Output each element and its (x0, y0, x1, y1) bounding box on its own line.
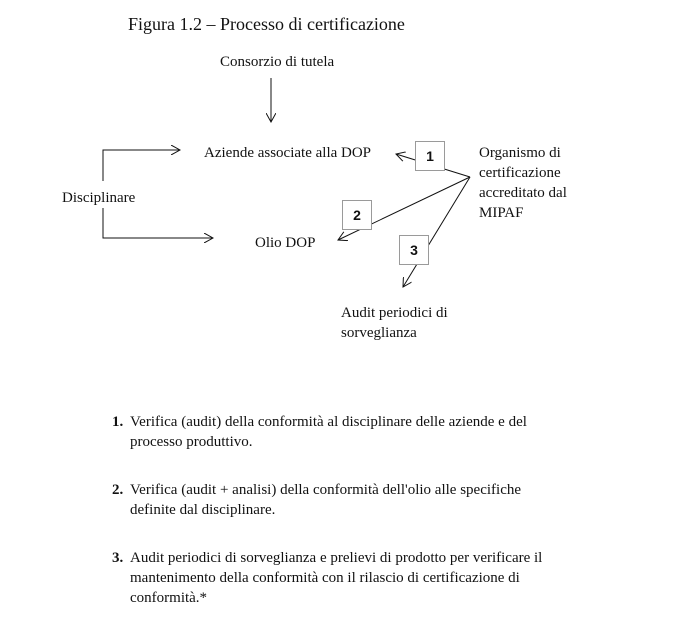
figure-title: Figura 1.2 – Processo di certificazione (128, 14, 405, 34)
node-disciplinare: Disciplinare (62, 190, 136, 206)
legend-number: 1. (112, 414, 124, 430)
legend-text: Verifica (audit) della conformità al disciplinare delle aziende e del processo produttivo. (130, 414, 527, 450)
legend-text: Audit periodici di sorveglianza e prelievi di prodotto per verificare il mantenimento della conformità con il rilascio di certificazione di conformità.* (130, 550, 543, 606)
legend-item (112, 480, 550, 520)
step-box-3: 3 (399, 235, 429, 265)
legend-number: 2. (112, 482, 124, 498)
legend-list (112, 412, 550, 636)
legend-item (112, 412, 550, 452)
node-audit: Audit periodici di sorveglianza (341, 305, 448, 341)
legend-number: 3. (112, 550, 124, 566)
node-consorzio: Consorzio di tutela (220, 54, 335, 70)
step-box-1: 1 (415, 141, 445, 171)
legend-item (112, 548, 550, 608)
node-aziende: Aziende associate alla DOP (204, 145, 372, 161)
step-box-2: 2 (342, 200, 372, 230)
node-olio: Olio DOP (255, 235, 316, 251)
disciplinare-bracket-lower (103, 208, 213, 238)
legend-text: Verifica (audit + analisi) della conformità dell'olio alle specifiche definite dal disciplinare. (130, 482, 522, 518)
disciplinare-bracket (103, 150, 180, 181)
node-organismo: Organismo di certificazione accreditato dal MIPAF (479, 145, 567, 221)
